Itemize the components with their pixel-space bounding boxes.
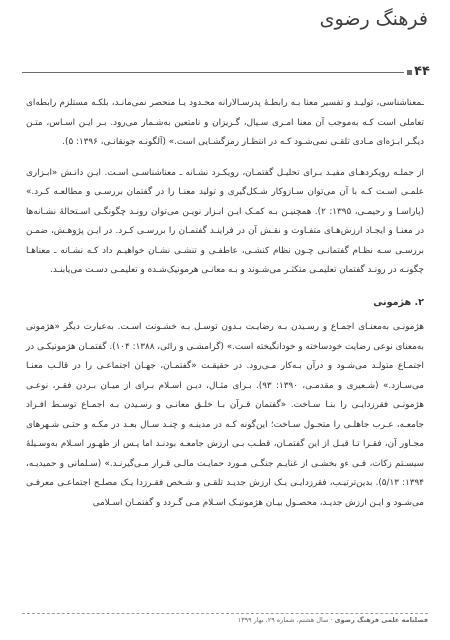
footer — [238, 616, 428, 624]
footer-issue: سال هشتم، شماره ۲۹، بهار ۱۳۹۹ — [237, 616, 329, 624]
journal-logo: فرهنگ رضوی — [319, 8, 428, 30]
article-body — [26, 94, 424, 524]
footer-divider — [22, 613, 428, 614]
header-divider — [22, 72, 404, 73]
paragraph-3: هژمونـی به‌معنـای اجمـاع و رسـیدن بـه رضایـت بـدون توسـل بـه خشـونت اسـت. به‌عبارت دیگر «هژمونی به‌معنای نوعی رضایت خودساخته و خودانگیخته است.» (گرامشـی و رائی، ۱۳۸۸: ۱۰۴). گفتمـان هژمونیکـی در اجتمـاع متولـد می‌شـود و درآن بـه‌کار مـی‌رود. در حقیقـت «گفتمـان، جهـان اجتماعـی را در قالـب معنـا می‌سـازد.» (شـعیری و مقدمـی، ۱۳۹۰: ۹۳). بـرای مثـال، دیـن اسـلام بـرای از میـان بـردن فقـر، نوعـی هژمونـی فقرزدایـی را بنـا سـاخت. «گفتمان قـرآن بـا خلـق معانـی و رسـیدن بـه اجمـاع توسـط افـراد جامعـه، عـرب جاهلـی را متحـول سـاخت؛ این‌گونه کـه در مدینـه و چنـد سـال بعـد در مکـه و حتـی شـهرهای مجـاور آن، فقـرا تـا قبـل از این گفتمـان، قطـب بـی ارزش جامعـه بودنـد اما پـس از ظهـور اسـلام به‌وسـیلۀ سیسـتم زکات، فـی ءو بخشـی از غنایـم جنگـی مـورد حمایـت مالـی قـرار مـی‌گیرنـد.» (سـلمانی و حمیدیـه، ۱۳۹۴: ۵/۱۳). بدین‌ترتیـب، فقرزدایـی یـک ارزش جدیـد تلقـی و شـخص فقـرزدا یـک مصلـح اجتماعـی معرفـی می‌شـود و ایـن ارزش جدیـد، محصـول بیـان هژمونیـک اسـلام مـی گـردد و گفتمـان اسـلامی — [26, 322, 425, 508]
section-heading: ۲. هژمونی — [373, 296, 424, 308]
paragraph-1: ـمعناشناسی، تولیـد و تفسیر معنا بـه رابطـۀ پدرسـالارانه محـدود یـا منحصر نمی‌مانـد، بلکـه مستلزم رابطه‌ای تعاملی است کـه به‌موجب آن معنا امـری سـیال، گـریزان و نامتعین به‌شـمار می‌رود. بـر ایـن اسـاس، متـن دیگـر ابـژه‌ای مـادی تلقـی نمی‌شـود کـه در انتظـار رمزگشـایی است.» (آلگونـه جونقانـی، ۱۳۹۶: ۵). — [26, 98, 424, 147]
page-number: ۴۴ — [414, 64, 430, 79]
footer-separator: · — [328, 616, 333, 624]
footer-journal-name: فصلنامه علمی فرهنگ رضوی — [334, 616, 428, 624]
paragraph-2: از جملـه رویکردهـای مفیـد بـرای تحلیـل گفتمـان، رویکـرد نشـانه ـ معناشناسـی اسـت. ایـن دانـش «ابـزاری علمـی اسـت کـه با آن می‌توان سـازوکار شـکل‌گیری و تولید معنـا را در گفتمان بررسـی و مطالعـه کـرد.» (پاراسـا و رحیمـی، ۱۳۹۵: ۲). همچنیـن بـه کمـک ایـن ابـزار نویـن می‌توان رونـد چگونگـی اسـتحالۀ نشـانه‌ها در معنـا و ایجـاد ارزش‌هـای متفـاوت و نقـش آن در فراینـد گفتمـان را بررسـی کـرد. در ایـن پژوهـش، ضمـن بررسـی سـه نظـام گفتمانـی چـون نظام کنشـی، عاطفـی و تنشـی نشـان خواهیـم داد کـه نشـانه ـ معناهـا چگونـه در رونـد گفتمان تعلیمـی متکثـر می‌شـوند و بـه معانـی هرمونیک‌شـده و تعلیمـی دسـت می‌یابنـد. — [26, 167, 424, 275]
